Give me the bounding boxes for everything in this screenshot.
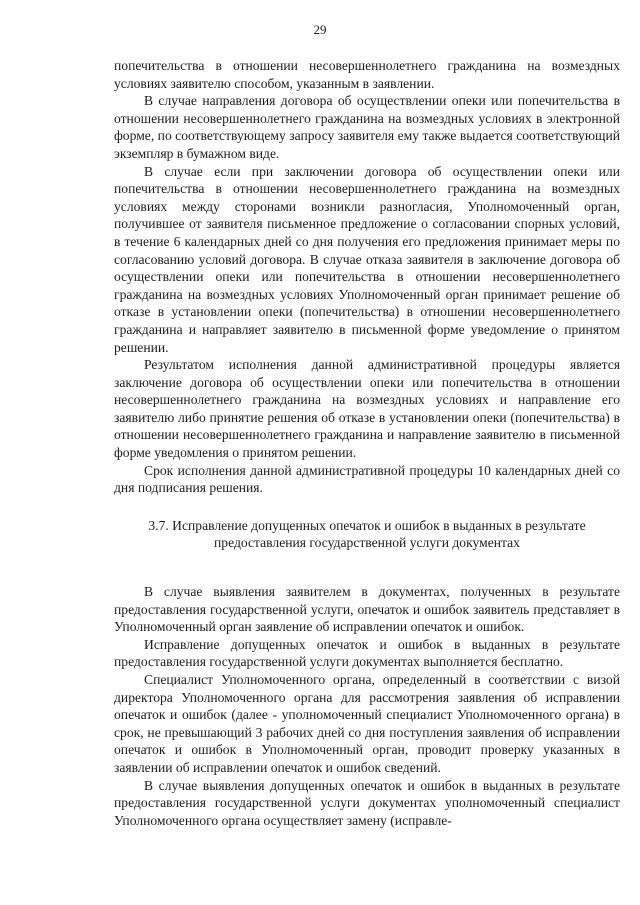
paragraph: Специалист Уполномоченного органа, определенный в соответствии с визой директора Уполномоченного органа для рассмотрения заявления об исправлении опечаток и ошибок (далее - уполномоченный специалист Уполномоченного органа) в срок, не превышающий 3 рабочих дней со дня поступления заявления об исправлении опечаток и ошибок в Уполномоченный орган, проводит проверку указанных в заявлении об исправлении опечаток и ошибок сведений.: [114, 672, 620, 775]
paragraph: В случае если при заключении договора об осуществлении опеки или попечительства в отношении несовершеннолетнего гражданина на возмездных условиях между сторонами возникли разногласия, Уполномоченный орган, получившее от заявителя письменное предложение о согласовании спорных условий, в течение 6 календарных дней со дня получения его предложения принимает меры по согласованию условий договора. В случае отказа заявителя в заключение договора об осуществлении опеки или попечительства в отношении несовершеннолетнего гражданина на возмездных условиях Уполномоченный орган принимает решение об отказе в установлении опеки (попечительства) в отношении несовершеннолетнего гражданина и направляет заявителю в письменной форме уведомление о принятом решении.: [114, 163, 620, 355]
document-body: [114, 57, 620, 829]
paragraph: В случае выявления заявителем в документах, полученных в результате предоставления государственной услуги, опечаток и ошибок заявитель представляет в Уполномоченный орган заявление об исправлении опечаток и ошибок.: [114, 584, 620, 635]
section-heading: 3.7. Исправление допущенных опечаток и ошибок в выданных в результате предоставления государственной услуги документах: [148, 517, 586, 551]
paragraphs-after-section: [114, 583, 620, 829]
page-number: 29: [313, 22, 327, 37]
paragraph: Срок исполнения данной административной процедуры 10 календарных дней со дня подписания решения.: [114, 462, 620, 496]
paragraph: Исправление допущенных опечаток и ошибок в выданных в результате предоставления государственной услуги документах выполняется бесплатно.: [114, 636, 620, 670]
paragraph: В случае выявления допущенных опечаток и ошибок в выданных в результате предоставления государственной услуги документах уполномоченный специалист Уполномоченного органа осуществляет замену (исправле-: [114, 777, 620, 828]
paragraph: В случае направления договора об осуществлении опеки или попечительства в отношении несовершеннолетнего гражданина на возмездных условиях в электронной форме, по соответствующему запросу заявителя ему также выдается соответствующий экземпляр в бумажном виде.: [114, 93, 620, 161]
paragraph: попечительства в отношении несовершеннолетнего гражданина на возмездных условиях заявителю способом, указанным в заявлении.: [114, 58, 620, 91]
paragraphs-before-section: [114, 57, 620, 497]
paragraph: Результатом исполнения данной административной процедуры является заключение договора об осуществлении опеки или попечительства в отношении несовершеннолетнего гражданина на возмездных условиях и направление его заявителю либо принятие решения об отказе в установлении опеки (попечительства) в отношении несовершеннолетнего гражданина и направление заявителю в письменной форме уведомления о принятом решении.: [114, 357, 620, 461]
